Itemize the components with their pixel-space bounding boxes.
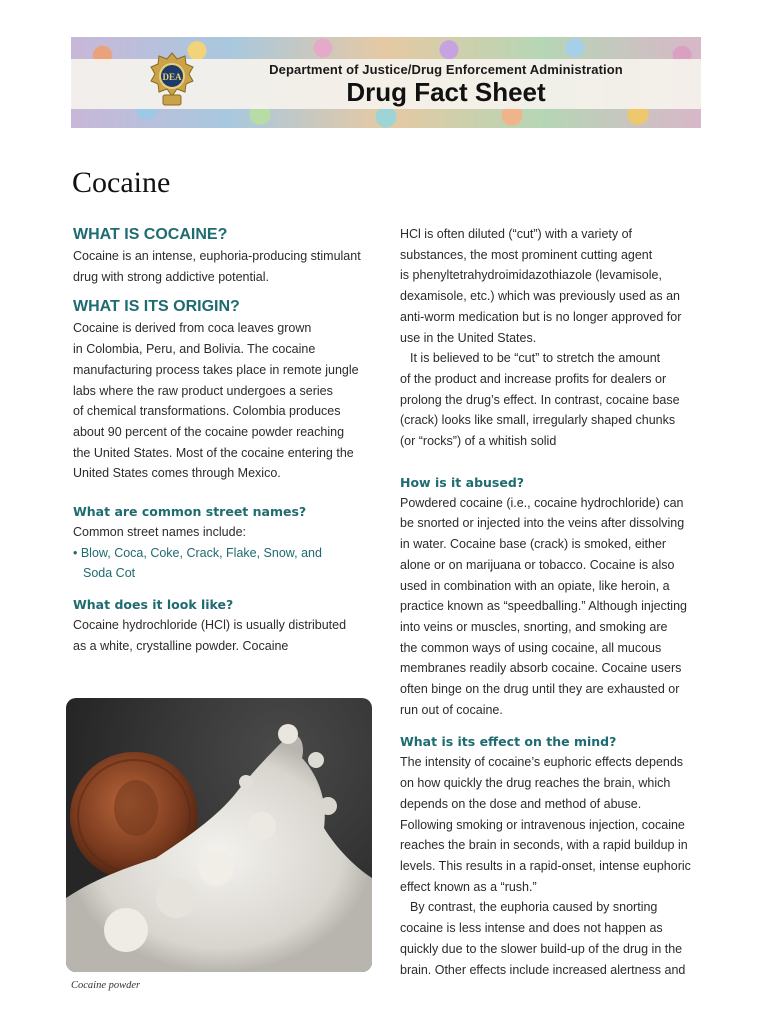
text-line: in Colombia, Peru, and Bolivia. The cocaine bbox=[73, 342, 316, 357]
text-line: reaches the brain in seconds, with a rapid buildup in bbox=[400, 838, 688, 853]
text-line: Cocaine hydrochloride (HCl) is usually distributed bbox=[73, 618, 347, 633]
abused-heading: How is it abused? bbox=[400, 474, 525, 490]
text-line: be snorted or injected into the veins after dissolving bbox=[400, 516, 685, 531]
text-line: manufacturing process takes place in remote jungle bbox=[73, 362, 359, 377]
text-line: levels. This results in a rapid-onset, intense euphoric bbox=[400, 858, 691, 873]
text-line: is phenyltetrahydroimidazothiazole (levamisole, bbox=[400, 268, 662, 283]
text-line: Cocaine is derived from coca leaves grown bbox=[73, 321, 312, 336]
text-line: membranes readily absorb cocaine. Cocaine users bbox=[400, 661, 682, 676]
list-item: • Blow, Coca, Coke, Crack, Flake, Snow, and bbox=[73, 545, 322, 560]
page-title: Cocaine bbox=[72, 166, 171, 199]
right-column bbox=[400, 224, 705, 980]
text-line: Following smoking or intravenous injection, cocaine bbox=[400, 817, 685, 832]
text-line: brain. Other effects include increased alertness and bbox=[400, 962, 686, 977]
text-line: (or “rocks”) of a whitish solid bbox=[400, 434, 557, 449]
banner-title: Drug Fact Sheet bbox=[346, 77, 546, 107]
street-names-intro: Common street names include: bbox=[73, 525, 246, 540]
text-line: as a white, crystalline powder. Cocaine bbox=[73, 638, 289, 653]
text-line: (crack) looks like small, irregularly shaped chunks bbox=[400, 413, 676, 428]
text-line: in water. Cocaine base (crack) is smoked, either bbox=[400, 537, 667, 552]
look-like-paragraph bbox=[73, 615, 373, 656]
text-line: prolong the drug’s effect. In contrast, cocaine base bbox=[400, 392, 680, 407]
dea-badge-icon bbox=[149, 51, 195, 109]
what-is-paragraph bbox=[73, 246, 373, 287]
origin-heading: WHAT IS ITS ORIGIN? bbox=[73, 298, 240, 316]
svg-text:DEA: DEA bbox=[162, 72, 182, 82]
text-line: effect known as a “rush.” bbox=[400, 879, 537, 894]
text-line: drug with strong addictive potential. bbox=[73, 269, 269, 284]
text-line: Cocaine is an intense, euphoria-producing stimulant bbox=[73, 249, 361, 263]
text-line: quickly due to the slower build-up of the drug in the bbox=[400, 941, 683, 956]
what-is-heading: WHAT IS COCAINE? bbox=[73, 226, 228, 243]
text-line: of chemical transformations. Colombia produces bbox=[73, 404, 341, 419]
abused-paragraph bbox=[400, 493, 705, 721]
text-line: used in combination with an opiate, like heroin, a bbox=[400, 578, 670, 593]
text-line: the common ways of using cocaine, all mucous bbox=[400, 640, 662, 655]
text-line: It is believed to be “cut” to stretch the amount bbox=[410, 351, 661, 366]
text-line: By contrast, the euphoria caused by snorting bbox=[410, 900, 658, 915]
text-line: the United States. Most of the cocaine entering the bbox=[73, 445, 354, 460]
text-line: anti-worm medication but is no longer approved for bbox=[400, 309, 682, 324]
text-line: depends on the dose and method of abuse. bbox=[400, 796, 642, 811]
text-line: run out of cocaine. bbox=[400, 702, 503, 717]
text-line: often binge on the drug until they are exhausted or bbox=[400, 682, 680, 697]
text-line: Powdered cocaine (i.e., cocaine hydrochloride) can bbox=[400, 495, 684, 510]
text-line: into veins or muscles, snorting, and smoking are bbox=[400, 619, 668, 634]
cocaine-powder-photo bbox=[66, 698, 372, 972]
text-line: The intensity of cocaine’s euphoric effects depends bbox=[400, 755, 684, 770]
continued-paragraph bbox=[400, 224, 705, 452]
origin-paragraph bbox=[73, 318, 373, 484]
text-line: on how quickly the drug reaches the brain, which bbox=[400, 776, 671, 791]
street-names-heading: What are common street names? bbox=[73, 504, 307, 520]
text-line: United States comes through Mexico. bbox=[73, 466, 281, 481]
text-line: of the product and increase profits for dealers or bbox=[400, 371, 667, 386]
mind-effect-paragraph bbox=[400, 752, 705, 980]
banner-organization: Department of Justice/Drug Enforcement Administration bbox=[269, 62, 623, 77]
photo-illustration bbox=[66, 698, 372, 972]
left-column bbox=[73, 224, 373, 657]
text-line: alone or on marijuana or tobacco. Cocaine is also bbox=[400, 557, 675, 572]
text-line: about 90 percent of the cocaine powder reaching bbox=[73, 424, 345, 439]
text-line: practice known as “speedballing.” Although injecting bbox=[400, 599, 687, 614]
text-line: use in the United States. bbox=[400, 330, 537, 345]
text-line: labs where the raw product undergoes a series bbox=[73, 383, 333, 398]
text-line: HCl is often diluted (“cut”) with a variety of bbox=[400, 227, 633, 241]
photo-caption: Cocaine powder bbox=[71, 980, 141, 991]
mind-effect-heading: What is its effect on the mind? bbox=[400, 734, 617, 750]
text-line: dexamisole, etc.) which was previously used as an bbox=[400, 289, 680, 304]
text-line: substances, the most prominent cutting agent bbox=[400, 247, 653, 262]
text-line: cocaine is less intense and does not happen as bbox=[400, 921, 663, 936]
list-item-continuation: Soda Cot bbox=[83, 566, 136, 581]
look-like-heading: What does it look like? bbox=[73, 597, 234, 613]
street-names-list bbox=[73, 543, 373, 584]
header-banner bbox=[71, 37, 701, 128]
